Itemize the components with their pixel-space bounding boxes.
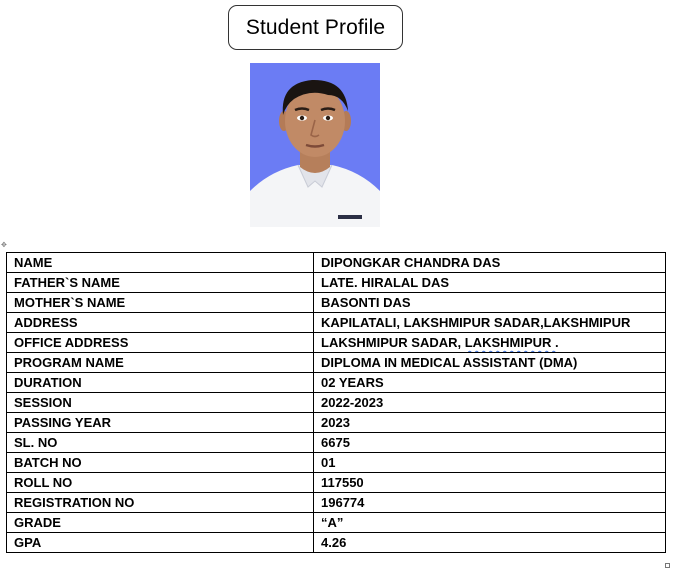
field-label: DURATION <box>7 373 314 393</box>
field-label: REGISTRATION NO <box>7 493 314 513</box>
table-row <box>7 413 666 433</box>
field-label: PROGRAM NAME <box>7 353 314 373</box>
table-row <box>7 313 666 333</box>
field-label: GPA <box>7 533 314 553</box>
field-value <box>314 333 666 353</box>
field-label: OFFICE ADDRESS <box>7 333 314 353</box>
office-address-part: LAKSHMIPUR SADAR, <box>321 335 465 350</box>
page-corner-handle <box>665 563 670 568</box>
field-value: 02 YEARS <box>314 373 666 393</box>
field-value: LATE. HIRALAL DAS <box>314 273 666 293</box>
field-value: 117550 <box>314 473 666 493</box>
table-row <box>7 333 666 353</box>
table-row <box>7 293 666 313</box>
field-label: ROLL NO <box>7 473 314 493</box>
field-label: BATCH NO <box>7 453 314 473</box>
student-photo <box>250 63 380 227</box>
page-title: Student Profile <box>228 5 403 50</box>
field-value: DIPONGKAR CHANDRA DAS <box>314 253 666 273</box>
field-value: 6675 <box>314 433 666 453</box>
field-value: KAPILATALI, LAKSHMIPUR SADAR,LAKSHMIPUR <box>314 313 666 333</box>
office-address-spellcheck: LAKSHMIPUR . <box>464 335 559 350</box>
field-value: DIPLOMA IN MEDICAL ASSISTANT (DMA) <box>314 353 666 373</box>
table-row <box>7 513 666 533</box>
field-value: 196774 <box>314 493 666 513</box>
anchor-icon: ✥ <box>1 242 7 249</box>
field-label: PASSING YEAR <box>7 413 314 433</box>
table-row <box>7 353 666 373</box>
table-row <box>7 473 666 493</box>
portrait-image <box>250 63 380 227</box>
table-row <box>7 533 666 553</box>
field-value: 2023 <box>314 413 666 433</box>
field-value: 2022-2023 <box>314 393 666 413</box>
table-row <box>7 393 666 413</box>
field-value: 01 <box>314 453 666 473</box>
field-label: SL. NO <box>7 433 314 453</box>
table-row <box>7 433 666 453</box>
field-label: FATHER`S NAME <box>7 273 314 293</box>
field-label: NAME <box>7 253 314 273</box>
field-label: GRADE <box>7 513 314 533</box>
field-label: ADDRESS <box>7 313 314 333</box>
table-row <box>7 253 666 273</box>
profile-table <box>6 252 666 553</box>
field-value: BASONTI DAS <box>314 293 666 313</box>
field-label: SESSION <box>7 393 314 413</box>
field-value: 4.26 <box>314 533 666 553</box>
field-value: “A” <box>314 513 666 533</box>
table-row <box>7 373 666 393</box>
field-label: MOTHER`S NAME <box>7 293 314 313</box>
table-row <box>7 453 666 473</box>
table-row <box>7 273 666 293</box>
table-row <box>7 493 666 513</box>
